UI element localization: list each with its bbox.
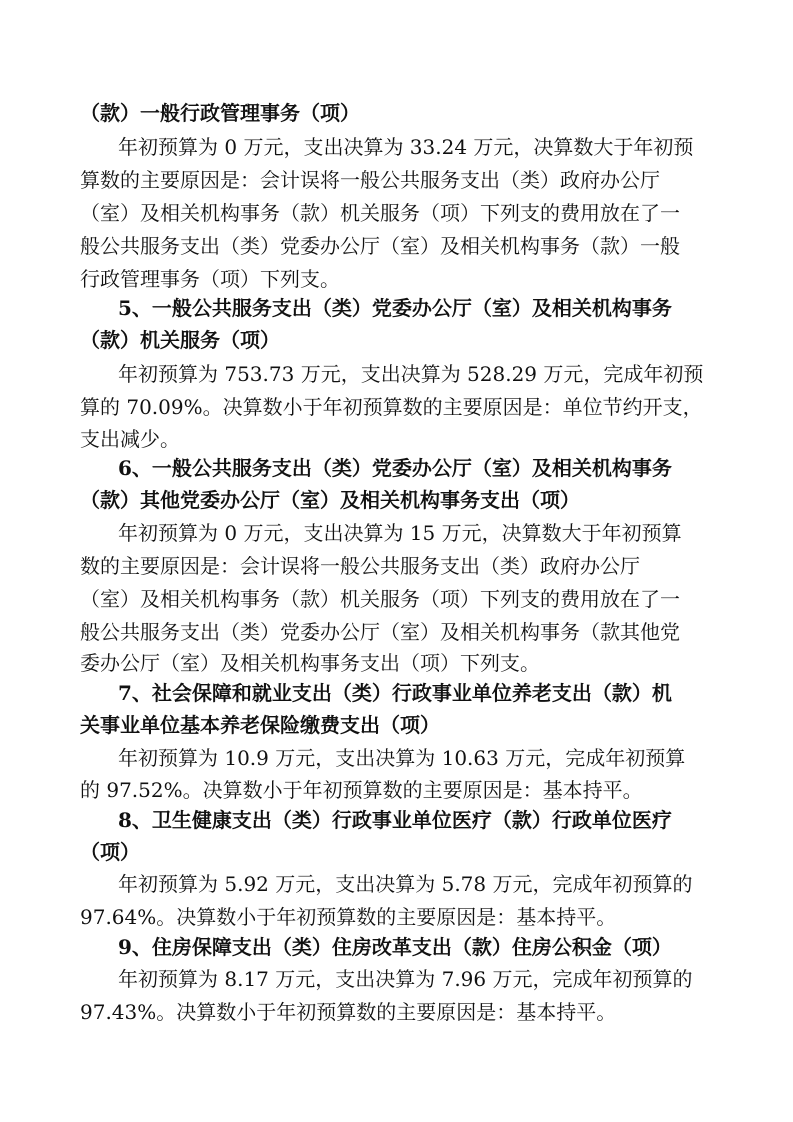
body-text-line: （室）及相关机构事务（款）机关服务（项）下列支的费用放在了一 [80,587,680,611]
section-heading: （项） [80,840,140,864]
body-text-line: 97.43%。决算数小于年初预算数的主要原因是：基本持平。 [80,1000,617,1024]
body-text-line: 年初预算为 10.9 万元，支出决算为 10.63 万元，完成年初预算 [118,746,686,770]
body-text-line: 行政管理事务（项）下列支。 [80,267,340,291]
section-heading: 8、卫生健康支出（类）行政事业单位医疗（款）行政单位医疗 [118,808,672,832]
body-text-line: 年初预算为 5.92 万元，支出决算为 5.78 万元，完成年初预算的 [118,872,693,896]
body-text-line: 数的主要原因是：会计误将一般公共服务支出（类）政府办公厅 [80,554,640,578]
body-text-line: 算数的主要原因是：会计误将一般公共服务支出（类）政府办公厅 [80,168,660,192]
body-text-line: （室）及相关机构事务（款）机关服务（项）下列支的费用放在了一 [80,201,680,225]
section-heading: （款）一般行政管理事务（项） [80,101,360,125]
section-heading: 6、一般公共服务支出（类）党委办公厅（室）及相关机构事务 [118,456,672,480]
body-text-line: 年初预算为 8.17 万元，支出决算为 7.96 万元，完成年初预算的 [118,967,693,991]
body-text-line: 般公共服务支出（类）党委办公厅（室）及相关机构事务（款其他党 [80,620,680,644]
body-text-line: 年初预算为 0 万元，支出决算为 33.24 万元，决算数大于年初预 [118,135,694,159]
body-text-line: 委办公厅（室）及相关机构事务支出（项）下列支。 [80,651,540,675]
body-text-line: 97.64%。决算数小于年初预算数的主要原因是：基本持平。 [80,905,617,929]
section-heading: 关事业单位基本养老保险缴费支出（项） [80,713,440,737]
section-heading: 5、一般公共服务支出（类）党委办公厅（室）及相关机构事务 [118,296,672,320]
body-text-line: 支出减少。 [80,427,180,451]
section-heading: （款）机关服务（项） [80,328,280,352]
body-text-line: 年初预算为 753.73 万元，支出决算为 528.29 万元，完成年初预 [118,362,704,386]
section-heading: 9、住房保障支出（类）住房改革支出（款）住房公积金（项） [118,935,672,959]
section-heading: （款）其他党委办公厅（室）及相关机构事务支出（项） [80,488,580,512]
body-text-line: 年初预算为 0 万元，支出决算为 15 万元，决算数大于年初预算 [118,521,682,545]
body-text-line: 算的 70.09%。决算数小于年初预算数的主要原因是：单位节约开支， [80,395,703,419]
body-text-line: 的 97.52%。决算数小于年初预算数的主要原因是：基本持平。 [80,778,643,802]
body-text-line: 般公共服务支出（类）党委办公厅（室）及相关机构事务（款）一般 [80,234,680,258]
section-heading: 7、社会保障和就业支出（类）行政事业单位养老支出（款）机 [118,681,672,705]
